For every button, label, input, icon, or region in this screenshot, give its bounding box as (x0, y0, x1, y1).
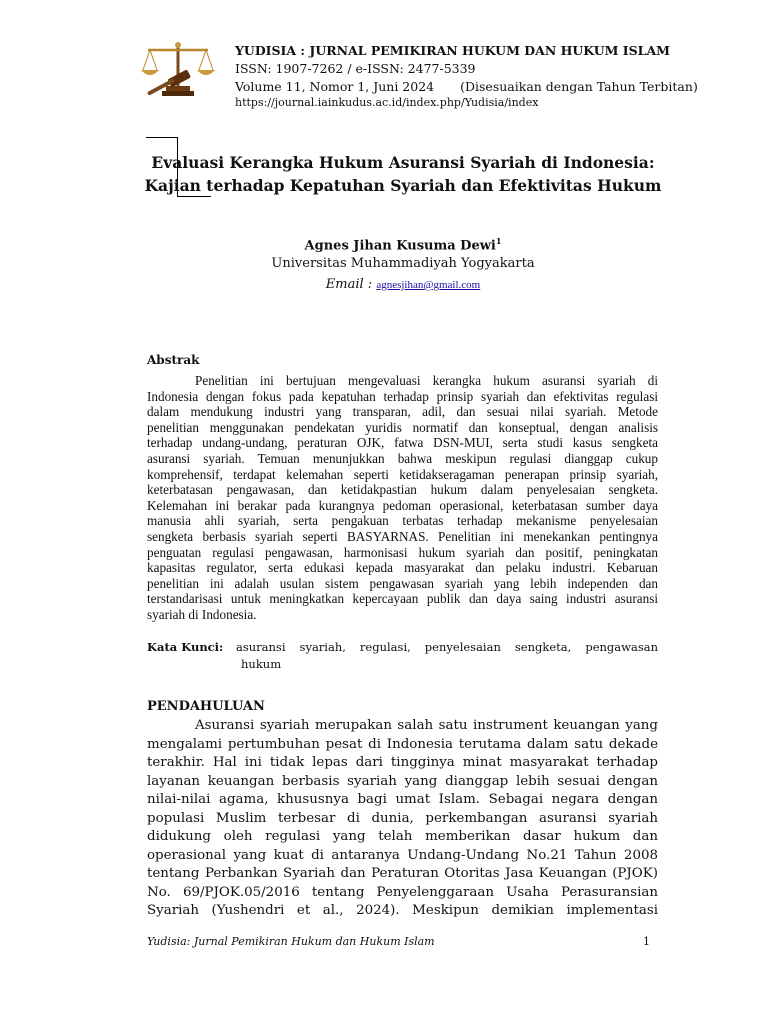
volume: Volume 11, Nomor 1, Juni 2024 (235, 78, 435, 94)
intro-line: No. 69/PJOK.05/2016 tentang Penyelenggaraan Usaha Perasuransian (147, 884, 658, 900)
abstract-line: Indonesia dengan fokus pada kepatuhan terhadap prinsip syariah dan efektivitas regulasi (147, 388, 658, 404)
abstract-line: dalam mendukung industri yang transparan, adil, dan sesuai nilai syariah. Metode (147, 404, 658, 420)
abstract-line: komprehensif, terdapat kelemahan seperti ketidakseragaman penerapan prinsip syariah, (147, 466, 658, 482)
crop-mark-top (146, 137, 178, 138)
email-line (100, 277, 706, 292)
abstract-line: Penelitian ini bertujuan mengevaluasi kerangka hukum asuransi syariah di (195, 373, 658, 388)
author-superscript: 1 (495, 236, 502, 246)
intro-line: Asuransi syariah merupakan salah satu instrument keuangan yang (195, 718, 658, 733)
intro-line: didukung oleh regulasi yang telah memberikan dasar hukum dan (147, 829, 658, 844)
intro-line: Syariah (Yushendri et al., 2024). Meskipun demikian implementasi (147, 903, 658, 918)
page-number: 1 (643, 935, 650, 948)
scales-gavel-logo (138, 40, 218, 104)
abstract-line: kapasitas regulator, serta edukasi kepada masyarakat dan pelaku industri. Kebaruan (147, 560, 658, 576)
abstract-line: syariah di Indonesia. (147, 606, 257, 622)
issn: ISSN: 1907-7262 / e-ISSN: 2477-5339 (235, 61, 476, 76)
abstract-line: sengketa berbasis syariah seperti BASYARNAS. Penelitian ini menekankan pentingnya (147, 528, 658, 544)
intro-line: populasi Muslim terbesar di dunia, perkembangan asuransi syariah (147, 810, 658, 826)
keywords-label: Kata Kunci: (147, 640, 224, 654)
abstract-line: keterbatasan pengawasan, dan ketidakpastian hukum dalam penyelesaian sengketa. (147, 482, 658, 498)
introduction-heading: PENDAHULUAN (147, 699, 265, 714)
intro-line: operasional yang kuat di antaranya Undang-Undang No.21 Tahun 2008 (147, 847, 658, 863)
abstract-line: penguatan regulasi pengawasan, harmonisasi hukum syariah dan positif, peningkatan (147, 544, 658, 560)
keywords-text-cont: hukum (241, 657, 282, 671)
abstract-line: asuransi syariah. Temuan menunjukkan bahwa meskipun regulasi dianggap cukup (147, 450, 658, 466)
keywords-text: asuransi syariah, regulasi, penyelesaian sengketa, pengawasan (236, 640, 658, 654)
abstract-line: terhadap undang-undang, peraturan OJK, fatwa DSN-MUI, serta studi kasus sengketa (147, 435, 658, 451)
abstract-body (147, 373, 658, 623)
intro-line: tentang Perbankan Syariah dan Peraturan Otoritas Jasa Keuangan (PJOK) (147, 866, 658, 881)
author: Agnes Jihan Kusuma Dewi (304, 238, 496, 254)
author-name (100, 236, 706, 253)
journal-url[interactable]: https://journal.iainkudus.ac.id/index.php/Yudisia/index (235, 96, 539, 109)
abstract-line: penelitian ini adalah usulan sistem pengawasan syariah yang lebih independen dan (147, 575, 658, 591)
abstract-heading: Abstrak (147, 353, 200, 367)
introduction-body (147, 717, 658, 921)
intro-line: nilai-nilai agama, khususnya bagi umat Islam. Sebagai negara dengan (147, 792, 658, 807)
title-line: Evaluasi Kerangka Hukum Asuransi Syariah di Indonesia: (151, 153, 655, 172)
intro-line: terakhir. Hal ini tidak lepas dari tingginya minat masyarakat terhadap (147, 755, 658, 770)
intro-line: mengalami pertumbuhan pesat di Indonesia terutama dalam satu dekade (147, 736, 658, 752)
abstract-line: penelitian menggunakan pendekatan yuridis normatif dan konseptual, dengan analisis (147, 419, 658, 435)
volume-note: (Disesuaikan dengan Tahun Terbitan) (460, 78, 698, 94)
abstract-line: terstandarisasi untuk meningkatkan kepercayaan publik dan daya saing industri asuransi (147, 591, 658, 607)
abstract-line: manusia ahli syariah, serta pengakuan terbatas terhadap mekanisme penyelesaian (147, 513, 658, 529)
volume-line (235, 78, 735, 96)
abstract-line: Kelemahan ini berakar pada kurangnya pedoman operasional, keterbatasan sumber daya (147, 497, 658, 513)
email-link[interactable]: agnesjihan@gmail.com (376, 279, 481, 291)
title-line: Kajian terhadap Kepatuhan Syariah dan Efektivitas Hukum (144, 176, 662, 195)
journal-header (235, 42, 735, 111)
journal-title: YUDISIA : JURNAL PEMIKIRAN HUKUM DAN HUKUM ISLAM (235, 43, 671, 58)
footer-journal: Yudisia: Jurnal Pemikiran Hukum dan Hukum Islam (147, 935, 435, 948)
article-title (100, 151, 706, 197)
email-label: Email : (325, 277, 373, 292)
intro-line: layanan keuangan berbasis syariah yang dianggap lebih sesuai dengan (147, 773, 658, 789)
affiliation: Universitas Muhammadiyah Yogyakarta (271, 256, 535, 271)
